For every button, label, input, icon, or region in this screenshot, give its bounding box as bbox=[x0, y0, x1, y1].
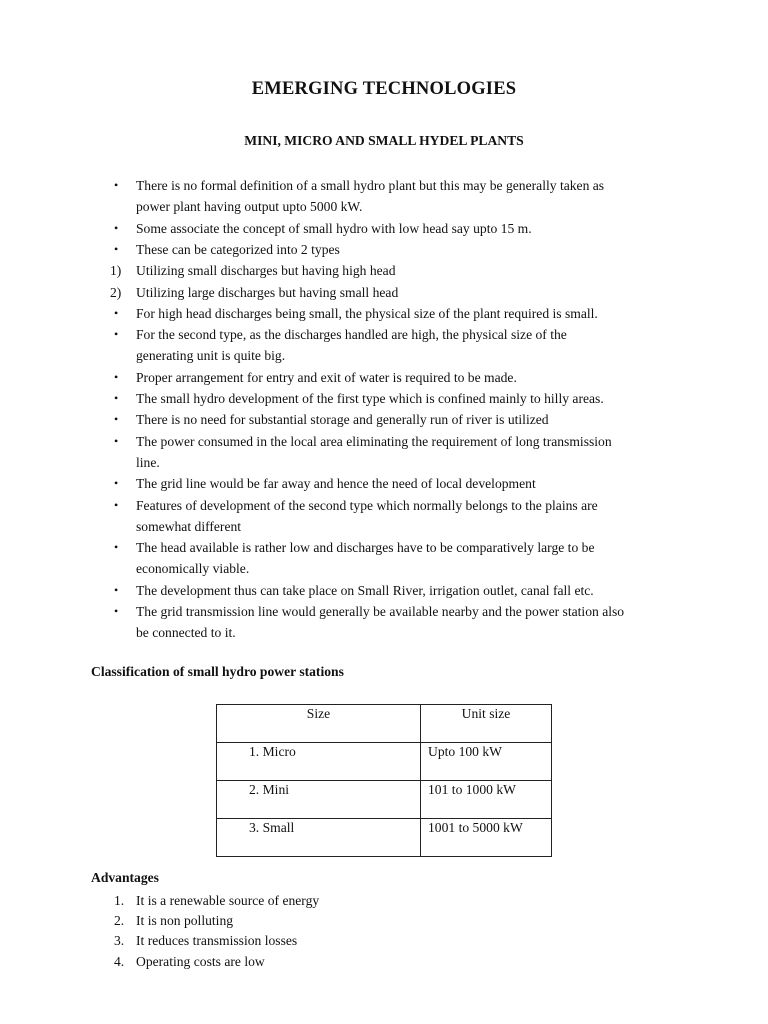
table-row bbox=[217, 819, 552, 857]
advantages-heading: Advantages bbox=[91, 870, 159, 885]
advantage-text: It is a renewable source of energy bbox=[136, 893, 320, 908]
bullet-marker: • bbox=[114, 540, 119, 555]
table-row bbox=[217, 781, 552, 819]
bullet-marker: • bbox=[114, 305, 119, 320]
list-number: 2) bbox=[110, 284, 122, 300]
unit-size-cell: 101 to 1000 kW bbox=[421, 781, 552, 819]
list-item-text: Proper arrangement for entry and exit of water is required to be made. bbox=[136, 369, 517, 385]
classification-heading: Classification of small hydro power stations bbox=[91, 664, 344, 679]
list-number: 1) bbox=[110, 263, 122, 279]
list-item-text: The power consumed in the local area eliminating the requirement of long transmission bbox=[136, 433, 612, 449]
unit-size-cell: 1001 to 5000 kW bbox=[421, 819, 552, 857]
list-item-text: power plant having output upto 5000 kW. bbox=[136, 199, 363, 215]
list-item-text: The development thus can take place on Small River, irrigation outlet, canal fall etc. bbox=[136, 582, 594, 598]
list-item-text: Features of development of the second type which normally belongs to the plains are bbox=[136, 497, 598, 513]
advantage-number: 2. bbox=[114, 913, 125, 928]
list-item-text: There is no formal definition of a small hydro plant but this may be generally taken as bbox=[136, 178, 605, 193]
list-item-text: For high head discharges being small, the physical size of the plant required is small. bbox=[136, 305, 598, 321]
size-cell: 3. Small bbox=[217, 819, 421, 857]
document-title: EMERGING TECHNOLOGIES bbox=[251, 79, 517, 99]
classification-table bbox=[216, 704, 552, 857]
size-cell: 1. Micro bbox=[217, 743, 421, 781]
list-item-text: generating unit is quite big. bbox=[136, 348, 286, 364]
list-item-text: There is no need for substantial storage and generally run of river is utilized bbox=[136, 412, 549, 428]
list-item-text: Utilizing large discharges but having small head bbox=[136, 284, 399, 300]
bullet-marker: • bbox=[114, 220, 119, 235]
size-column-header: Size bbox=[217, 705, 421, 743]
bullet-marker: • bbox=[114, 369, 119, 384]
advantage-number: 3. bbox=[114, 933, 125, 948]
list-item-text: These can be categorized into 2 types bbox=[136, 241, 340, 257]
list-item-text: economically viable. bbox=[136, 561, 250, 577]
bullet-marker: • bbox=[114, 178, 119, 192]
table-header-row bbox=[217, 705, 552, 743]
bullet-marker: • bbox=[114, 241, 119, 256]
unit-size-cell: Upto 100 kW bbox=[421, 743, 552, 781]
list-item-text: Utilizing small discharges but having high head bbox=[136, 263, 396, 279]
unit-size-column-header: Unit size bbox=[421, 705, 552, 743]
list-item-text: The small hydro development of the first type which is confined mainly to hilly areas. bbox=[136, 391, 604, 406]
bullet-marker: • bbox=[114, 412, 119, 427]
bullet-marker: • bbox=[114, 476, 119, 491]
table-row bbox=[217, 743, 552, 781]
advantage-text: Operating costs are low bbox=[136, 954, 265, 969]
document-subtitle: MINI, MICRO AND SMALL HYDEL PLANTS bbox=[244, 133, 524, 148]
list-item-text: Some associate the concept of small hydro with low head say upto 15 m. bbox=[136, 220, 532, 236]
bullet-marker: • bbox=[114, 582, 119, 597]
bullet-marker: • bbox=[114, 327, 119, 342]
list-item-text: be connected to it. bbox=[136, 625, 236, 641]
size-cell: 2. Mini bbox=[217, 781, 421, 819]
bullet-marker: • bbox=[114, 604, 119, 618]
list-item-text: The grid line would be far away and hence the need of local development bbox=[136, 476, 536, 492]
advantage-text: It reduces transmission losses bbox=[136, 933, 298, 948]
bullet-marker: • bbox=[114, 497, 119, 512]
list-item-text: line. bbox=[136, 454, 160, 470]
list-item-text: The head available is rather low and discharges have to be comparatively large to be bbox=[136, 540, 595, 556]
list-item-text: somewhat different bbox=[136, 518, 242, 534]
list-item-text: The grid transmission line would generally be available nearby and the power station also bbox=[136, 604, 625, 619]
list-item-text: For the second type, as the discharges handled are high, the physical size of the bbox=[136, 327, 567, 343]
advantage-number: 4. bbox=[114, 954, 125, 969]
advantage-text: It is non polluting bbox=[136, 913, 234, 928]
bullet-marker: • bbox=[114, 391, 119, 405]
bullet-marker: • bbox=[114, 433, 119, 448]
advantage-number: 1. bbox=[114, 893, 125, 908]
